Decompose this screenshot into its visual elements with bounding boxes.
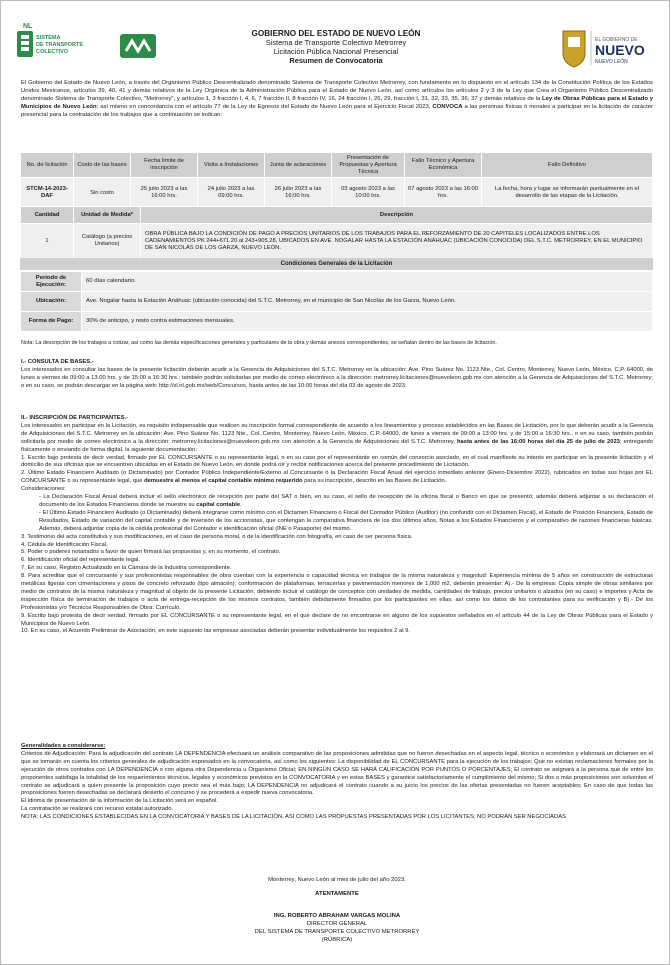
col-header: Fecha límite de inscripción xyxy=(131,153,198,178)
section-title: I.- CONSULTA DE BASES.- xyxy=(21,359,94,365)
header-line3: Licitación Pública Nacional Presencial xyxy=(273,47,399,56)
conditions-title: Condiciones Generales de la Licitación xyxy=(20,258,653,270)
inscripcion-intro: Los interesados en participar en la Licitación, es requisito indispensable que realicen su inscripción formal correspondiente de acuerdo a los lineamientos y proceso establecidos en las Bases de Licitación, por lo que deberán acudir a la Gerencia de Adquisiciones del S.T.C. Metrorrey en la ubicación: Ave. Pino Suárez No. 1123 Nte., Col. Centro, Monterrey, Nuevo León, México, C.P. 64000, de lunes a viernes de 09:00 a 13:00 hrs. y de 15:00 a 16:30 hrs., o en su caso, también podrán solicitarla por medio de correo electrónico a la dirección: metrorrey.licitaciones@nuevoleon.gob.mx con atención a la Gerencia de Adquisiciones del S.T.C. Metrorrey, hasta antes de las 16:00 horas del día 25 de julio de 2023; entregando físicamente o enviando de forma digital, la siguiente documentación: xyxy=(21,422,653,453)
metrorrey-logo xyxy=(15,19,84,69)
signature-block xyxy=(21,876,653,944)
col-header: No. de licitación xyxy=(21,153,74,178)
col-header: Fallo Definitivo xyxy=(482,153,653,178)
place-date: Monterrey, Nuevo León al mes de julio del año 2023. xyxy=(268,877,406,883)
note-text: Nota: La descripción de los trabajos a cotizar, así como las demás especificaciones generales y particulares de la obra y demás anexos correspondientes, se señalan dentro de las bases de licitación. xyxy=(21,340,497,346)
req-item: 9. Escrito bajo protesta de decir verdad, firmado por EL CONCURSANTE o su representante legal, en el que declare de no encontrarse en alguno de los supuestos señalados en el artículo 44 de la Ley de Obras Públicas para el Estado y Municipios de Nuevo León. xyxy=(21,612,653,627)
section-generalidades xyxy=(21,743,653,822)
col-header: Unidad de Medida* xyxy=(74,207,141,224)
req-item: 8. Para acreditar que el concursante y sus profesionistas responsables de obra cuentan con la experiencia o capacidad técnica en trabajos de la misma naturaleza y magnitud: Experiencia mínima de 5 años en construcción de estructuras metálicas ligeras con cimentaciones y pisos de concreto reforzado (tipo almacén); conformación de plataformas, terracerías y pavimentación menores de 1,000 m2, deberán presentar: A).- De la empresa: Copia simple de obras similares por medio de contratos de la misma naturaleza y magnitud al objeto de la presente Licitación, debiendo incluir el catálogo de conceptos con unidades de medida, cantidades de trabajo, precios unitarios o alzados (en su caso) e importes y Acta de inspección física de terminación de trabajos o acta de entrega-recepción de los mismos contratos, también debidamente firmados por los participantes en ellas, así como los datos de los contratantes para su verificación y B).- De los Profesionistas y/o Técnicos Responsables de Obra: Currículo. xyxy=(21,573,653,611)
cell-descripcion: OBRA PÚBLICA BAJO LA CONDICIÓN DE PAGO A PRECIOS UNITARIOS DE LOS TRABAJOS PARA EL REFORZAMIENTO DE 20 CAPITELES LOCALIZADOS ENTRE LOS CADENAMIENTOS PK 244+671.20 al 243+905.28, UBICADOS EN AVE. NOGALAR HASTA LA ESTACIÓN ANÁHUAC (UBICACIÓN CONOCIDA) DEL S.T.C. METRORREY, EN EL MUNICIPIO DE SAN NICOLÁS DE LOS GARZA, NUEVO LEÓN. xyxy=(141,224,653,259)
table-row xyxy=(21,272,653,292)
svg-text:DE TRANSPORTE: DE TRANSPORTE xyxy=(36,42,84,48)
col-header: Presentación de Propuestas y Apertura Técnica xyxy=(332,153,405,178)
consideration-item: - La Declaración Fiscal Anual deberá incluir el sello electrónico de recepción por parte del SAT o bien, en su caso, el sello de recepción de la oficina fiscal o Banco en que se presentó; además deberá adjuntar a su declaración el documento de los Estados Financieros donde se muestre su capital contable. xyxy=(39,494,653,508)
table-row xyxy=(21,178,653,209)
cond-value: 60 días calendario. xyxy=(82,272,653,292)
cell-licitacion: STCM-14-2023-DAF xyxy=(21,178,74,209)
col-header: Junta de aclaraciones xyxy=(265,153,332,178)
cell-fallo-tecnico: 07 agosto 2023 a las 16:00 hrs. xyxy=(405,178,482,209)
svg-text:SISTEMA: SISTEMA xyxy=(36,35,61,41)
req-item: 6. Identificación oficial del representante legal. xyxy=(21,557,140,564)
header-title: GOBIERNO DEL ESTADO DE NUEVO LEÓN xyxy=(251,29,421,38)
cell-fallo-definitivo: La fecha, hora y lugar se informarán puntualmente en el desarrollo de las etapas de la Licitación. xyxy=(482,178,653,209)
col-header: Descripción xyxy=(141,207,653,224)
cell-junta: 26 julio 2023 a las 16:00 hrs. xyxy=(265,178,332,209)
signer-role: DIRECTOR GENERAL xyxy=(306,921,368,927)
req-item: 1. Escrito bajo protesta de decir verdad, firmado por EL CONCURSANTE o su representante legal, o en su caso por el representante en común del consorcio asociado, en el cual manifieste su interés en participar en la presente licitación y el domicilio de sus oficinas que se encuentren ubicadas en el Estado de Nuevo León, en donde podrá oír y recibir notificaciones acerca del presente procedimiento de Licitación. xyxy=(21,454,653,469)
header xyxy=(1,11,671,77)
header-line4: Resumen de Convocatoria xyxy=(289,56,383,65)
section-consulta xyxy=(21,359,653,391)
intro-paragraph: El Gobierno del Estado de Nuevo León, a través del Organismo Público Descentralizado denominado Sistema de Transporte Colectivo Metrorrey, con fundamento en lo dispuesto en el artículo 134 de la Constitución Política de los Estados Unidos Mexicanos, artículos 39, 40, 41 y demás relativos de la Ley Orgánica de la Administración Pública para el Estado de Nuevo León, así como artículos los artículos 2 y 3 de la Ley que Crea el Organismo Público Descentralizado denominado Sistema de Transporte Colectivo, "Metrorrey", y artículos 1, 3 fracción I, 4, 6, 7 fracción II, 8 fracción IV, 16, 24 fracción I, 26, 29, fracción I, 31, 32, 33, 35, 36, 37 y demás relativos de la Ley de Obras Públicas para el Estado y Municipios de Nuevo León; así mismo en concordancia con el artículo 77 de la Ley de Egresos del Estado de Nuevo León para el Ejercicio Fiscal 2023, CONVOCA a las personas físicas ó morales a participar en la licitación de carácter presencial para la contratación de los trabajos que a continuación se indican: xyxy=(21,80,653,119)
col-header: Costo de las bases xyxy=(74,153,131,178)
table-row xyxy=(21,312,653,332)
section-title: II.- INSCRIPCIÓN DE PARTICIPANTES.- xyxy=(21,415,129,421)
svg-text:COLECTIVO: COLECTIVO xyxy=(36,49,69,55)
cond-key: Ubicación: xyxy=(21,292,82,312)
consulta-text: Los interesados en consultar las bases de la presente licitación deberán acudir a la Gerencia de Adquisiciones del S.T.C. Metrorrey en la ubicación: Ave. Pino Suárez No. 1123 Nte., Col. Centro, Monterrey, Nuevo León, México, C.P. 64000, de lunes a viernes de 09:00 a 13.00 hrs. y de 15:00 a 16:30 hrs.; también podrán solicitarlas por medio de correo electrónico a la dirección: metrorrey.licitaciones@nuevoleon.gob.mx con atención a la Gerencia de Adquisiciones del S.T.C. Metrorrey; o en su caso, se podrán descargar en la página web: http://sl.nl.gob.mx/web/Concursos, hasta antes de las 10:00 horas del día 03 de agosto de 2023. xyxy=(21,366,653,389)
rubrica: (RÚBRICA) xyxy=(321,937,353,943)
consideration-item: - El Último Estado Financiero Auditado (o Dictaminado) deberá integrarse como mínimo con el Dictamen Financiero o Fiscal del Contador Público (Auditor) (no confundir con el Dictamen Fiscal), el Estado de Posición Financiera, Estado de Resultados, Estado de variación del capital contable y de inversión de los accionistas, que contengan la comparativa financiera de los dos últimos años, Notas a los Estados Financieros y el comparativo de razones financieras básicas. Además, deberá adjuntar copia de la cédula profesional del Contador e identificación oficial (INE o Pasaporte) del mismo. xyxy=(39,509,653,532)
generalidades-text: Criterios de Adjudicación: Para la adjudicación del contrato LA DEPENDENCIA efectuará un análisis comparativo de las proposiciones admitidas que no fueron desechadas en el aspecto legal, técnico o económico y elaborará un dictamen en el que se tomarán en cuenta los criterios generales de adjudicación expresados en la convocatoria, así como los siguientes: La disponibilidad de EL CONCURSANTE para la ejecución de los trabajos; Que no existan reclamaciones formales por la ejecución de otros contratos con LA DEPENDENCIA o con alguna otra Dependencia u Organismo Oficial; EN NINGÚN CASO SE HARÁ CALIFICACIÓN POR PUNTOS O PORCENTAJES; El contrato se asignará a la persona que de entre los proponentes satisfaga la totalidad de los requerimientos técnicos, legales y económicos previstos en la CONVOCATORIA y en estas BASES y garantice satisfactoriamente el cumplimiento del mismo; Si dos o más proposiciones son solventes el contrato se adjudicará a quien presente la proposición cuyo precio sea el más bajo; LA DEPENDENCIA no adjudicará el contrato cuando a su juicio los precios de las ofertas presentadas no fueren aceptables; En caso de que todas las proposiciones fueren desechadas se declarará desierto el concurso y se procederá a expedir nueva convocatoria. xyxy=(21,750,653,797)
nuevo-leon-logo xyxy=(559,25,659,71)
signer-org: DEL SISTEMA DE TRANSPORTE COLECTIVO METRORREY xyxy=(254,929,420,935)
col-header: Cantidad xyxy=(21,207,74,224)
cond-value: 30% de anticipo, y resto contra estimaciones mensuales. xyxy=(82,312,653,332)
cell-presentacion: 03 agosto 2023 a las 10:00 hrs. xyxy=(332,178,405,209)
svg-text:NL: NL xyxy=(23,23,33,30)
cond-value: Ave. Nogalar hasta la Estación Anáhuac (ubicación conocida) del S.T.C. Metrorrey, en el municipio de San Nicolás de los Garza, Nuevo León. xyxy=(82,292,653,312)
cell-costo: Sin costo xyxy=(74,178,131,209)
idioma-text: El idioma de presentación de la información de la Licitación será en español. xyxy=(21,798,218,805)
svg-text:NUEVO LEÓN: NUEVO LEÓN xyxy=(595,59,628,65)
cond-key: Período de Ejecución: xyxy=(21,272,82,292)
contratacion-text: La contratación se realizará con recurso estatal autorizado. xyxy=(21,806,174,813)
description-table xyxy=(20,206,653,259)
section-inscripcion xyxy=(21,415,653,636)
table-row xyxy=(21,224,653,259)
signer-name: ING. ROBERTO ABRAHAM VARGAS MOLINA xyxy=(273,913,401,919)
conditions-table xyxy=(20,271,653,332)
req-item: 5. Poder o poderes notariados a favor de quien firmará las propuestas y, en su momento, el contrato. xyxy=(21,549,281,556)
cell-fecha-limite: 25 julio 2023 a las 16:00 hrs. xyxy=(131,178,198,209)
col-header: Visita a Instalaciones xyxy=(198,153,265,178)
cell-cantidad: 1 xyxy=(21,224,74,259)
schedule-table xyxy=(20,152,653,209)
req-item: 7. En su caso, Registro Actualizado en la Cámara de la Industria correspondiente. xyxy=(21,565,232,572)
atentamente: ATENTAMENTE xyxy=(315,891,359,897)
table-row xyxy=(21,292,653,312)
svg-text:EL GOBIERNO DE: EL GOBIERNO DE xyxy=(595,37,638,43)
considerations-label: Consideraciones: xyxy=(21,486,66,493)
svg-text:NUEVO: NUEVO xyxy=(595,42,645,58)
req-item: 10. En su caso, el Acuerdo Preliminar de Asociación, en este supuesto las empresas asociadas deberán presentar individualmente los requisitos 2 al 9. xyxy=(21,628,410,635)
cell-visita: 24 julio 2023 a las 09:00 hrs. xyxy=(198,178,265,209)
metro-emblem xyxy=(119,33,157,59)
req-item: 3. Testimonio del acta constitutiva y sus modificaciones, en el caso de persona moral, o de la identificación con fotografía, en caso de ser persona física. xyxy=(21,533,413,540)
req-item: 2. Último Estado Financiero Auditado (o Dictaminado) por Contador Público Independiente/Externo al Concursante ó la Declaración Fiscal Anual del ejercicio inmediato anterior (Enero-Diciembre 2022), rubricados en todas sus hojas por EL CONCURSANTE o su representante legal, que demuestre al menos el capital contable mínimo requerido para su inscripción, descrito en las Bases de Licitación. xyxy=(21,470,653,485)
header-line2: Sistema de Transporte Colectivo Metrorrey xyxy=(265,38,407,47)
cond-key: Forma de Pago: xyxy=(21,312,82,332)
col-header: Fallo Técnico y Apertura Económica xyxy=(405,153,482,178)
header-text xyxy=(191,29,481,65)
cell-unidad: Catálogo (a precios Unitarios) xyxy=(74,224,141,259)
nota-text: NOTA: LAS CONDICIONES ESTABLECIDAS EN LA CONVOCATORIA Y BASES DE LA LICITACIÓN, ASÍ COMO LAS PROPUESTAS PRESENTADAS POR LOS LICITANTES; NO PODRÁN SER NEGOCIADAS. xyxy=(21,814,568,821)
section-title: Generalidades a considerarse: xyxy=(21,743,106,749)
req-item: 4. Cédula de Identificación Fiscal. xyxy=(21,541,108,548)
